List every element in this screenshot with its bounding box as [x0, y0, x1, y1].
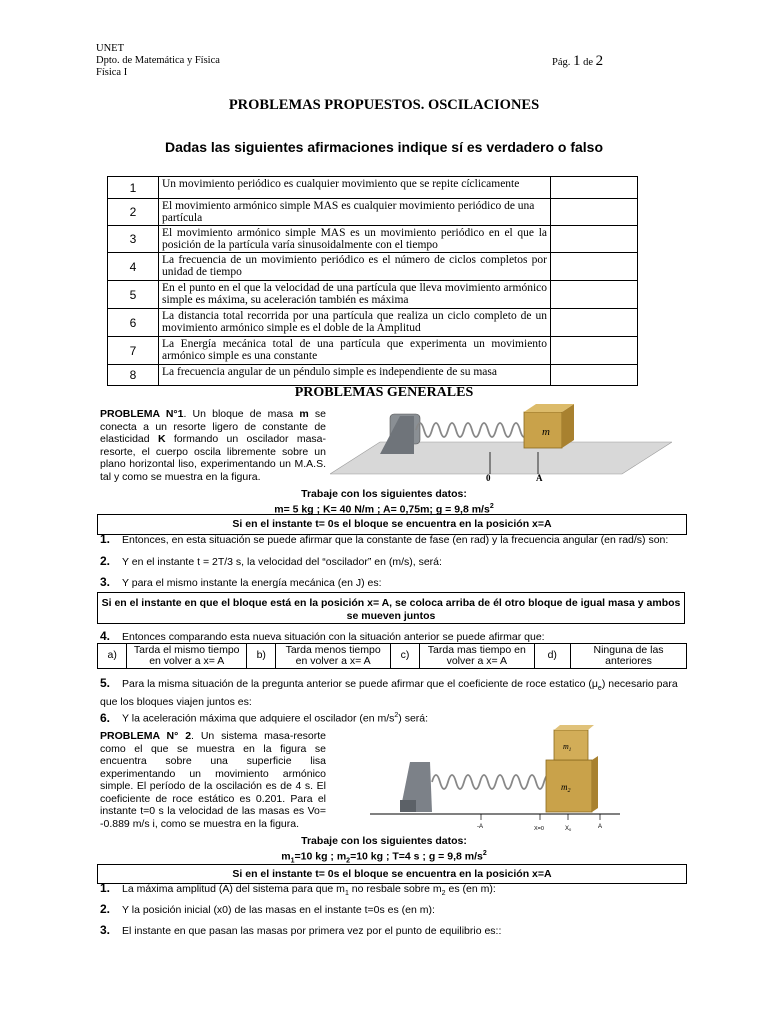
- statement-row: [108, 337, 638, 365]
- section-heading: PROBLEMAS GENERALES: [294, 385, 474, 400]
- p2-q1-text-a: La máxima amplitud (A) del sistema para que m: [122, 883, 345, 895]
- p1-question-5: [100, 677, 688, 708]
- p2-q2-number: 2.: [100, 902, 111, 916]
- statement-text: La distancia total recorrida por una partícula que realiza un ciclo completo de un movimiento armónico simple es el doble de la Amplitud: [159, 309, 551, 337]
- p2-data-m1-sub: 1: [290, 857, 295, 865]
- p2-q2-text: Y la posición inicial (x0) de las masas en el instante t=0s es (en m):: [122, 904, 435, 916]
- answer-cell[interactable]: [551, 337, 638, 365]
- p2-q3-number: 3.: [100, 923, 111, 937]
- p2-question-2: [100, 903, 690, 917]
- p1-text-c: formando un oscilador masa-resorte, el cuerpo oscila libremente sobre un plano horizontal liso, experimentando un M.A.S. tal y como se muestra en la figura.: [100, 433, 327, 483]
- p1-q4-options: [97, 643, 687, 669]
- figure-2-x0-label: X=0: [534, 826, 544, 832]
- p2-q1-text-b: no resbale sobre m: [348, 883, 442, 895]
- p2-text: . Un sistema masa-resorte como el que se muestra en la figura se encuentra sobre una superficie lisa experimentando un movimiento armónico simple. El período de la oscilación es de 4 s. El coeficiente de roce estático es 0.201. Para el instante t=0 s la velocidad de las masas es Vo= -0.889 m/s i, como se muestra en la figura.: [100, 730, 326, 830]
- figure-2-block-m2: [546, 760, 592, 812]
- p2-q1-text-c: es (en m):: [445, 883, 496, 895]
- header-line-3: Física I: [96, 67, 128, 78]
- figure-2-negA-label: -A: [477, 824, 483, 830]
- problem-2-data: [0, 835, 768, 868]
- spring-block-figure-2: [370, 722, 620, 834]
- page-prefix: Pág.: [552, 57, 571, 68]
- figure-2-m1-letter: m: [563, 742, 569, 751]
- figure-2-X0-sub: 0: [569, 827, 572, 832]
- p1-q3-text: Y para el mismo instante la energía mecánica (en J) es:: [122, 577, 382, 589]
- figure-1-mass-label: m: [542, 426, 550, 438]
- spring-block-figure-1: [330, 402, 672, 484]
- p1-q1-text: Entonces, en esta situación se puede afirmar que la constante de fase (en rad) y la frecuencia angular (en rad/s) son:: [122, 534, 669, 546]
- problem-2-label: PROBLEMA N° 2: [100, 730, 192, 742]
- figure-2-A-label: A: [598, 824, 603, 830]
- page-subtitle: Dadas las siguientes afirmaciones indique sí es verdadero o falso: [164, 139, 604, 155]
- page-title: PROBLEMAS PROPUESTOS. OSCILACIONES: [228, 97, 540, 113]
- figure-1-wall-base: [380, 416, 414, 454]
- statement-number: 2: [108, 199, 159, 226]
- statement-number: 1: [108, 177, 159, 199]
- answer-cell[interactable]: [551, 281, 638, 309]
- p1-q4-text: Entonces comparando esta nueva situación con la situación anterior se puede afirmar que:: [122, 631, 545, 643]
- p2-q1-sub-2: 2: [441, 890, 446, 898]
- statement-text: El movimiento armónico simple MAS es un movimiento periódico en el que la posición de la partícula varía sinusoidalmente con el tiempo: [159, 226, 551, 253]
- p2-q3-text: El instante en que pasan las masas por primera vez por el punto de equilibrio es::: [122, 925, 502, 937]
- statement-row: [108, 199, 638, 226]
- figure-2-X0-letter: X: [565, 826, 570, 832]
- figure-2-m2-letter: m: [561, 782, 568, 792]
- problem-1-data: [0, 488, 768, 516]
- p2-data-mid: =10 kg ; m: [294, 850, 347, 862]
- p1-question-2: [100, 555, 690, 569]
- p1-q6-end: ) será:: [398, 712, 429, 725]
- statement-text: La frecuencia angular de un péndulo simple es independiente de su masa: [159, 365, 551, 386]
- statement-text: La Energía mecánica total de una partícula que experimenta un movimiento armónico simple es una constante: [159, 337, 551, 365]
- statement-row: [108, 365, 638, 386]
- p1-data-values: m= 5 kg ; K= 40 N/m ; A= 0,75m; g = 9,8 m/s: [274, 503, 490, 515]
- statement-number: 6: [108, 309, 159, 337]
- p2-question-1: [100, 882, 690, 901]
- statement-text: Un movimiento periódico es cualquier movimiento que se repite cíclicamente: [159, 177, 551, 199]
- statement-text: El movimiento armónico simple MAS es cualquier movimiento periódico de una partícula: [159, 199, 551, 226]
- figure-2-wall-base: [400, 800, 416, 812]
- figure-2-m1-sub: 1: [568, 748, 572, 753]
- statement-text: La frecuencia de un movimiento periódico es el número de ciclos completos por unidad de tiempo: [159, 253, 551, 281]
- problem-2-statement: [100, 730, 326, 830]
- option-key[interactable]: d): [534, 644, 571, 669]
- p1-data-title: Trabaje con los siguientes datos:: [301, 488, 467, 500]
- p1-condition-box-2: Si en el instante en que el bloque está en la posición x= A, se coloca arriba de él otro bloque de igual masa y ambos se mueven juntos: [97, 592, 685, 624]
- p2-data-sup: 2: [482, 849, 487, 857]
- answer-cell[interactable]: [551, 226, 638, 253]
- header-line-2: Dpto. de Matemática y Física: [96, 55, 220, 66]
- option-text[interactable]: Tarda el mismo tiempo en volver a x= A: [127, 644, 247, 669]
- p1-q1-number: 1.: [100, 532, 111, 546]
- p2-q1-number: 1.: [100, 881, 111, 895]
- statement-number: 5: [108, 281, 159, 309]
- p1-question-3: [100, 576, 690, 590]
- p1-q5-mu-sub: e: [597, 685, 602, 693]
- p2-data-m2-sub: 2: [346, 857, 351, 865]
- answer-cell[interactable]: [551, 309, 638, 337]
- p1-mass-symbol: m: [299, 408, 309, 420]
- statement-row: [108, 253, 638, 281]
- p1-q2-number: 2.: [100, 554, 111, 568]
- statement-number: 7: [108, 337, 159, 365]
- p2-data-m1: m: [281, 850, 291, 862]
- answer-cell[interactable]: [551, 253, 638, 281]
- p1-k-symbol: K: [157, 433, 166, 445]
- figure-2-block-m1: [554, 730, 588, 760]
- figure-1-origin-label: 0: [486, 473, 491, 483]
- p1-text-b: se conecta a un resorte ligero de constante de elasticidad: [100, 408, 327, 445]
- statement-row: [108, 226, 638, 253]
- figure-1-amplitude-label: A: [536, 473, 543, 483]
- problem-1-label: PROBLEMA N°1: [100, 408, 184, 420]
- page-number: 1: [573, 53, 581, 69]
- p1-q3-number: 3.: [100, 575, 111, 589]
- p1-q4-number: 4.: [100, 629, 111, 643]
- p1-text-a: . Un bloque de masa: [183, 408, 300, 420]
- p1-question-4: [100, 630, 690, 644]
- p1-data-sup: 2: [489, 502, 494, 510]
- statement-text: En el punto en el que la velocidad de una partícula que lleva movimiento armónico simple es máxima, su aceleración también es máxima: [159, 281, 551, 309]
- figure-1-plane: [330, 442, 672, 474]
- statement-row: [108, 177, 638, 199]
- p2-condition-box: Si en el instante t= 0s el bloque se encuentra en la posición x=A: [97, 864, 687, 884]
- statement-row: [108, 281, 638, 309]
- page-of: de: [583, 57, 594, 68]
- p1-q5-text-b: ) necesario para que los bloques viajen juntos es:: [100, 678, 678, 708]
- p2-q1-sub-1: 1: [344, 890, 349, 898]
- answer-cell[interactable]: [551, 199, 638, 226]
- figure-2-block-m1-top: [554, 725, 594, 730]
- p1-q5-number: 5.: [100, 676, 111, 690]
- figure-2-m2-sub: 2: [567, 788, 571, 794]
- p1-question-1: [100, 533, 690, 547]
- problem-1-statement: [100, 408, 326, 483]
- p2-data-end: =10 kg ; T=4 s ; g = 9,8 m/s: [350, 850, 483, 862]
- statement-number: 8: [108, 365, 159, 386]
- p1-q6-number: 6.: [100, 710, 111, 725]
- figure-2-block-m2-side: [592, 756, 598, 812]
- p2-data-title: Trabaje con los siguientes datos:: [301, 835, 467, 847]
- p1-q5-mu: μ: [591, 678, 598, 690]
- p1-q6-text: Y la aceleración máxima que adquiere el oscilador (en m/s: [122, 712, 395, 725]
- option-text[interactable]: Ninguna de las anteriores: [571, 644, 687, 669]
- option-text[interactable]: Tarda mas tiempo en volver a x= A: [420, 644, 534, 669]
- p1-q2-text: Y en el instante t = 2T/3 s, la velocidad del “oscilador” en (m/s), será:: [122, 556, 442, 568]
- statement-row: [108, 309, 638, 337]
- page-total: 2: [595, 53, 604, 69]
- option-key[interactable]: c): [390, 644, 419, 669]
- figure-2-X0-label: [565, 826, 572, 832]
- statement-number: 3: [108, 226, 159, 253]
- header-institution: [96, 43, 220, 79]
- answer-cell[interactable]: [551, 365, 638, 386]
- statements-table: [107, 176, 638, 386]
- p1-q6-sup: 2: [394, 712, 399, 719]
- header-line-1: UNET: [96, 43, 124, 54]
- option-text[interactable]: Tarda menos tiempo en volver a x= A: [276, 644, 390, 669]
- p1-q5-text-a: Para la misma situación de la pregunta anterior se puede afirmar que el coeficiente de roce estatico (: [122, 678, 592, 690]
- statement-number: 4: [108, 253, 159, 281]
- option-key[interactable]: b): [247, 644, 276, 669]
- p1-condition-box-1: Si en el instante t= 0s el bloque se encuentra en la posición x=A: [97, 514, 687, 535]
- option-key[interactable]: a): [98, 644, 127, 669]
- p2-question-3: [100, 924, 690, 938]
- answer-cell[interactable]: [551, 177, 638, 199]
- page-counter: [552, 53, 603, 70]
